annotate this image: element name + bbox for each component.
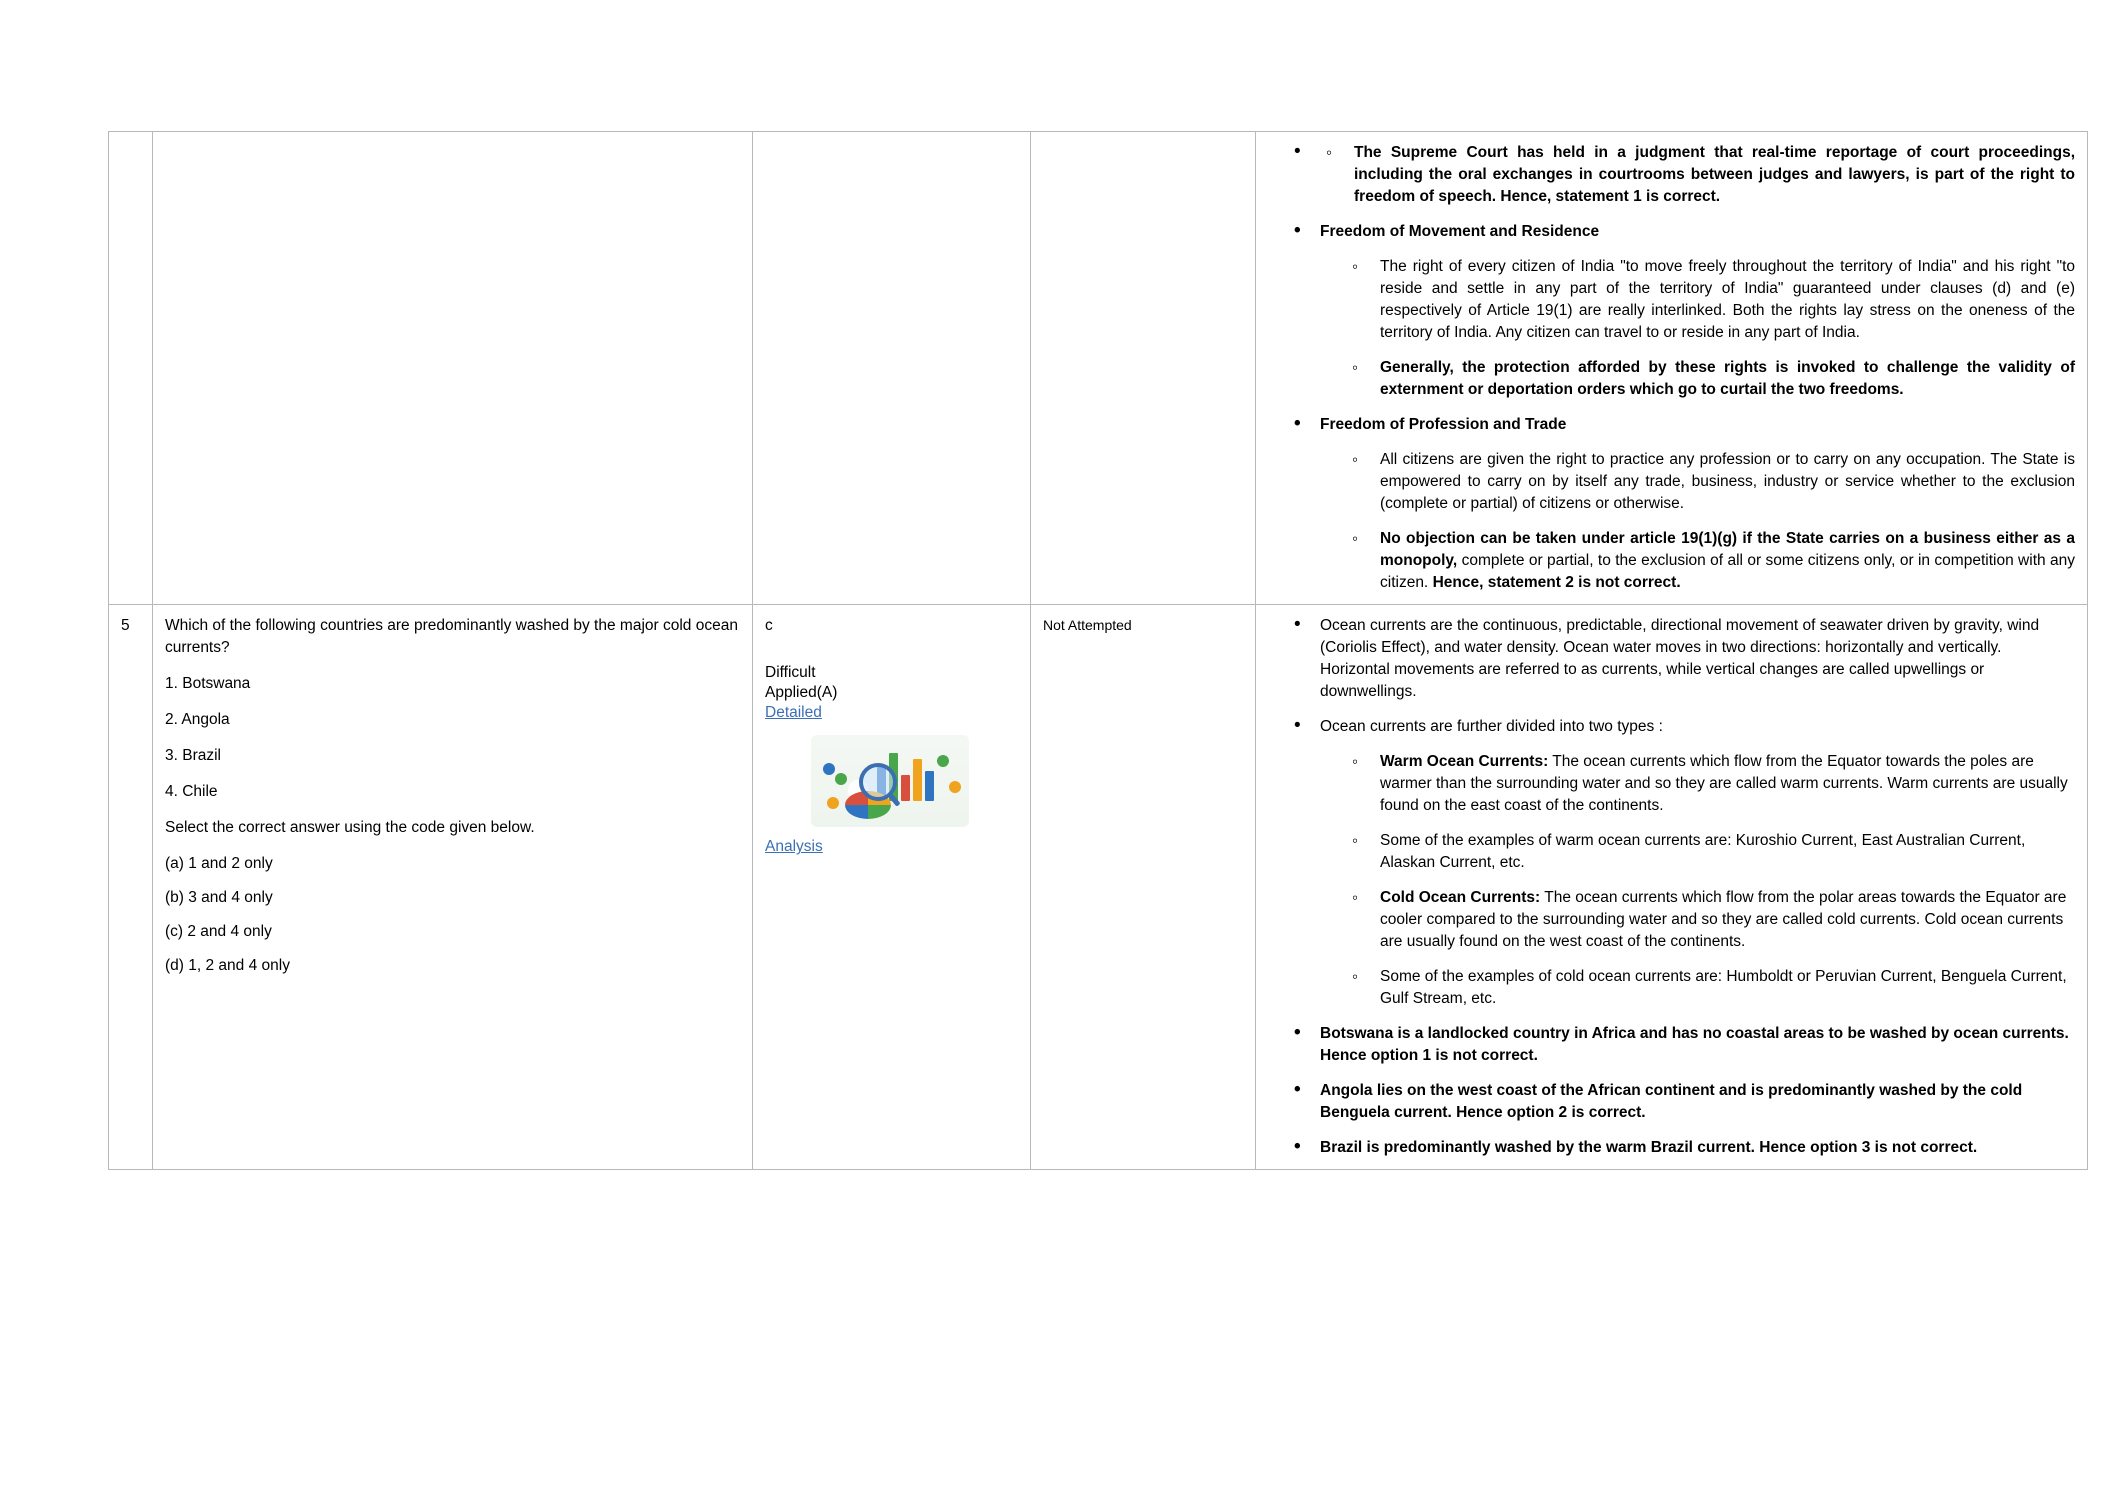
answer-cell: [753, 132, 1031, 605]
list-item: [1294, 221, 2075, 401]
analysis-chart-icon: [811, 735, 969, 827]
detailed-link[interactable]: [765, 703, 1018, 723]
question-option: 1. Botswana: [165, 675, 251, 692]
chart-bar: [925, 771, 934, 801]
answer-key-table: [108, 131, 2088, 1170]
question-select-line: Select the correct answer using the code given below.: [165, 819, 535, 836]
list-item: • Brazil is predominantly washed by the warm Brazil current. Hence option 3 is not correct.: [1294, 1137, 2075, 1159]
text-fragment: The ocean currents which flow from the polar areas towards the Equator are cooler compared to the surrounding water and so they are called cold currents. Cold ocean currents are usually found on the west coast of the continents.: [1380, 889, 2067, 950]
chart-bar: [913, 759, 922, 801]
row-number-cell: 5: [109, 605, 153, 1170]
list-item: ◦ • The Supreme Court has held in a judgment that real-time reportage of court proceedings, including the oral exchanges in courtrooms between judges and lawyers, is part of the right to freedom of speech. Hence, statement 1 is correct.: [1326, 142, 2075, 208]
explanation-cell: [1256, 605, 2088, 1170]
list-item-label: Ocean currents are further divided into two types :: [1320, 718, 1663, 735]
decorative-dot: [827, 797, 839, 809]
list-item: ◦ The right of every citizen of India "to move freely throughout the territory of India" and his right "to reside and settle in any part of the territory of India" guaranteed under clauses (d) and (e) respectively of Article 19(1) are really interlinked. Both the rights lay stress on the oneness of the territory of India. Any citizen can travel to or reside in any part of India.: [1352, 256, 2075, 344]
analysis-image: [811, 735, 969, 827]
list-item: • Angola lies on the west coast of the African continent and is predominantly washed by the cold Benguela current. Hence option 2 is correct.: [1294, 1080, 2075, 1124]
list-item: [1352, 528, 2075, 594]
list-item: • Botswana is a landlocked country in Africa and has no coastal areas to be washed by ocean currents. Hence option 1 is not correct.: [1294, 1023, 2075, 1067]
text-fragment: Hence, statement 2 is not correct.: [1432, 574, 1681, 591]
text-fragment: No objection can be taken under article 19(1)(g) if the State carries on a business either as a monopoly,: [1380, 530, 2075, 569]
question-choice-c: (c) 2 and 4 only: [165, 923, 272, 940]
correct-answer-letter: c: [765, 617, 773, 634]
list-item: [1294, 142, 2075, 208]
list-item-label: Freedom of Profession and Trade: [1320, 416, 1567, 433]
list-item: [1294, 716, 2075, 1010]
decorative-dot: [937, 755, 949, 767]
list-item: ◦ Some of the examples of warm ocean currents are: Kuroshio Current, East Australian Current, Alaskan Current, etc.: [1352, 830, 2075, 874]
question-choice-d: (d) 1, 2 and 4 only: [165, 957, 290, 974]
text-fragment: Cold Ocean Currents:: [1380, 889, 1541, 906]
explanation-sublist: [1320, 256, 2075, 401]
chart-bar: [901, 775, 910, 801]
explanation-cell: [1256, 132, 2088, 605]
status-cell: [1031, 605, 1256, 1170]
question-choice-b: (b) 3 and 4 only: [165, 889, 273, 906]
analysis-link-text[interactable]: Analysis: [765, 838, 823, 856]
explanation-sublist: [1320, 449, 2075, 594]
text-fragment: Warm Ocean Currents:: [1380, 753, 1549, 770]
question-choice-a: (a) 1 and 2 only: [165, 855, 273, 872]
question-option: 4. Chile: [165, 783, 218, 800]
text-fragment: complete or partial, to the exclusion of all or some citizens only, or in competition with any citizen.: [1380, 552, 2075, 591]
analysis-link[interactable]: [765, 837, 1018, 857]
text-fragment: The ocean currents which flow from the Equator towards the poles are warmer than the surrounding water and so they are called warm currents. Warm currents are usually found on the east coast of the continents.: [1380, 753, 2068, 814]
status-badge: Not Attempted: [1043, 617, 1132, 633]
table-row: [109, 605, 2088, 1170]
question-cell: [153, 605, 753, 1170]
answer-cell: [753, 605, 1031, 1170]
list-item-label: Freedom of Movement and Residence: [1320, 223, 1600, 240]
question-cell: [153, 132, 753, 605]
list-item: ◦ Some of the examples of cold ocean currents are: Humboldt or Peruvian Current, Benguela Current, Gulf Stream, etc.: [1352, 966, 2075, 1010]
detailed-link-text[interactable]: Detailed: [765, 704, 822, 722]
status-cell: [1031, 132, 1256, 605]
applied-label: Applied(A): [765, 684, 838, 702]
list-item: ◦ Generally, the protection afforded by these rights is invoked to challenge the validity of externment or deportation orders which go to curtail the two freedoms.: [1352, 357, 2075, 401]
decorative-dot: [949, 781, 961, 793]
list-item: [1294, 414, 2075, 594]
list-item: [1352, 887, 2075, 953]
explanation-sublist: [1320, 751, 2075, 1010]
row-number-cell: [109, 132, 153, 605]
decorative-dot: [823, 763, 835, 775]
list-item: ◦ All citizens are given the right to practice any profession or to carry on any occupation. The State is empowered to carry on by itself any trade, business, industry or service whether to the exclusion (complete or partial) of citizens or otherwise.: [1352, 449, 2075, 515]
difficulty-label: Difficult: [765, 664, 816, 681]
question-stem: Which of the following countries are predominantly washed by the major cold ocean currents?: [165, 617, 738, 656]
question-option: 2. Angola: [165, 711, 230, 728]
list-item: • Ocean currents are the continuous, predictable, directional movement of seawater driven by gravity, wind (Coriolis Effect), and water density. Ocean water moves in two directions: horizontally and vertically. Horizontal movements are referred to as currents, while vertical changes are called upwellings or downwellings.: [1294, 615, 2075, 703]
decorative-dot: [835, 773, 847, 785]
list-item: [1352, 751, 2075, 817]
explanation-list: [1268, 615, 2075, 1159]
question-option: 3. Brazil: [165, 747, 221, 764]
explanation-sublist: [1294, 142, 2075, 208]
magnifier-icon: [859, 763, 897, 801]
table-row: [109, 132, 2088, 605]
explanation-list: [1268, 142, 2075, 594]
